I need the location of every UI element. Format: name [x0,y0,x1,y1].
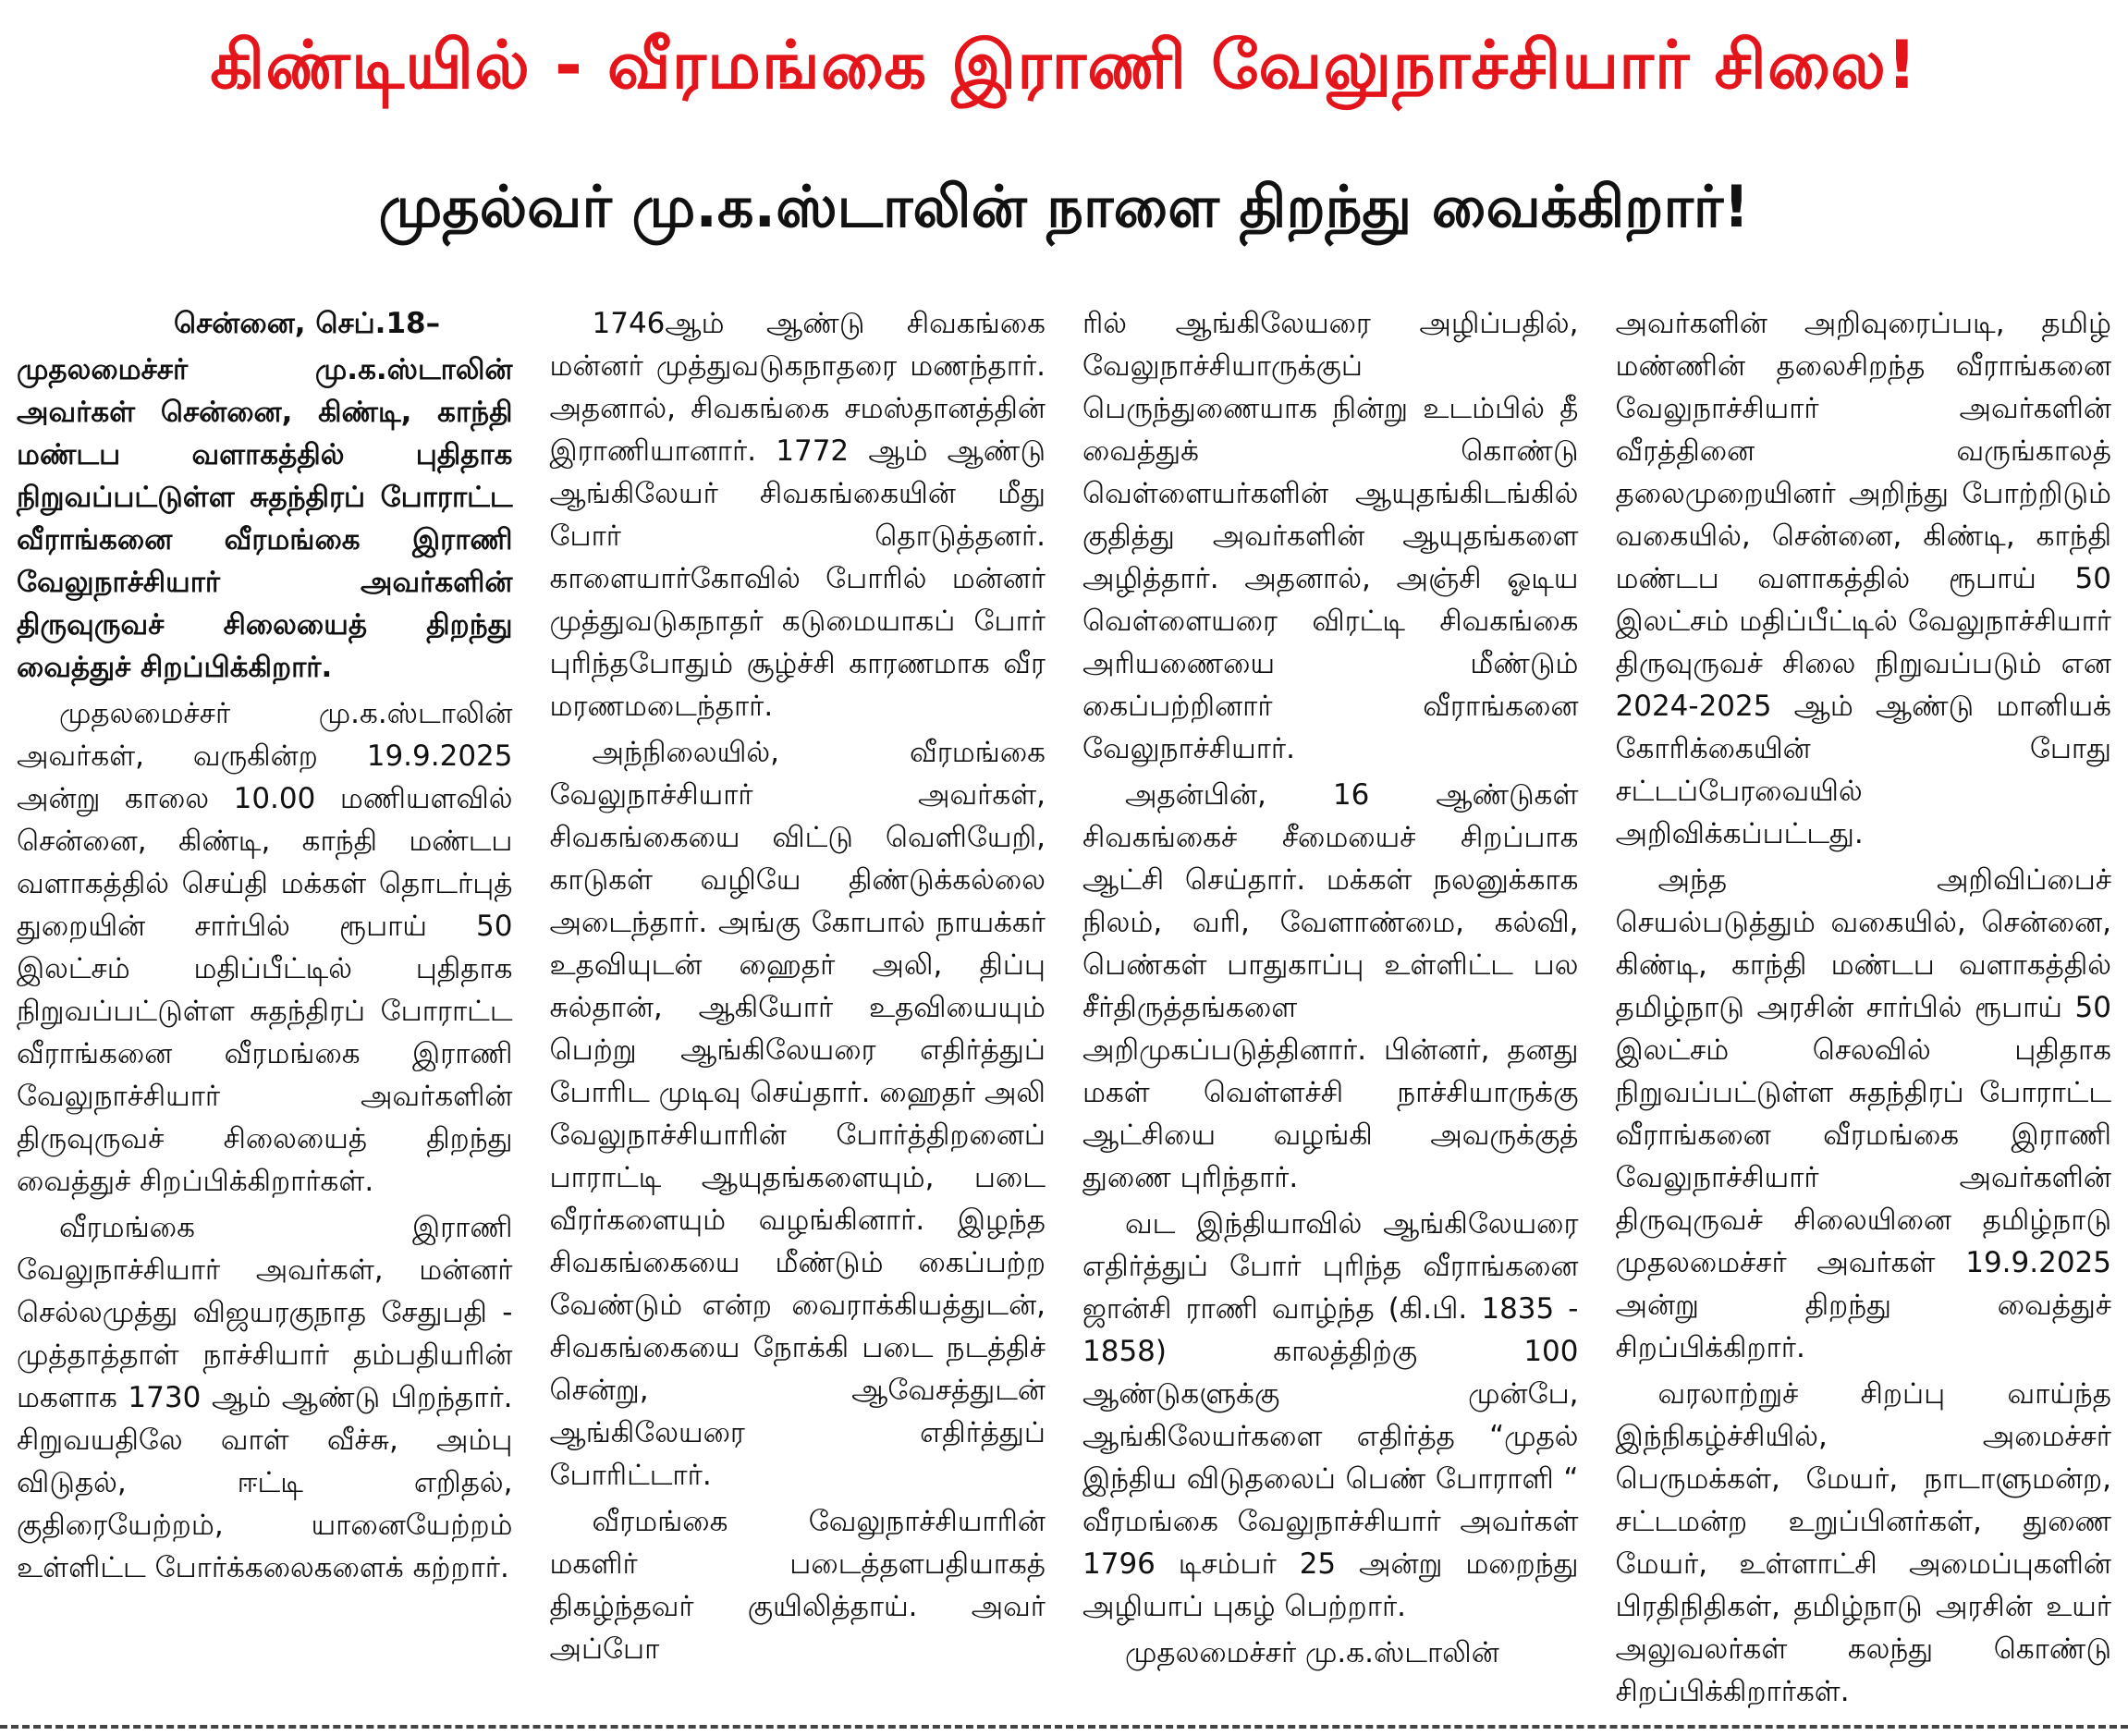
column-3 [1082,302,1579,1682]
column-1 [17,302,513,1682]
paragraph: வீரமங்கை இராணி வேலுநாச்சியார் அவர்கள், மன்னர் செல்லமுத்து விஜயரகுநாத சேதுபதி - முத்தாத்தாள் நாச்சியார் தம்பதியரின் மகளாக 1730 ஆம் ஆண்டு பிறந்தார். சிறுவயதிலே வாள் வீச்சு, அம்பு விடுதல், ஈட்டி எறிதல், குதிரையேற்றம், யானையேற்றம் உள்ளிட்ட போர்க்கலைகளைக் கற்றார். [17,1211,513,1584]
paragraph: அதன்பின், 16 ஆண்டுகள் சிவகங்கைச் சீமையைச் சிறப்பாக ஆட்சி செய்தார். மக்கள் நலனுக்காக நிலம், வரி, வேளாண்மை, கல்வி, பெண்கள் பாதுகாப்பு உள்ளிட்ட பல சீர்திருத்தங்களை அறிமுகப்படுத்தினார். பின்னர், தனது மகள் வெள்ளச்சி நாச்சியாருக்கு ஆட்சியை வழங்கி அவருக்குத் துணை புரிந்தார். [1082,778,1579,1194]
paragraph: அந்த அறிவிப்பைச் செயல்படுத்தும் வகையில், சென்னை, கிண்டி, காந்தி மண்டப வளாகத்தில் தமிழ்நாடு அரசின் சார்பில் ரூபாய் 50 இலட்சம் செலவில் புதிதாக நிறுவப்பட்டுள்ள சுதந்திரப் போராட்ட வீராங்கனை வீரமங்கை இராணி வேலுநாச்சியார் அவர்களின் திருவுருவச் சிலையினை தமிழ்நாடு முதலமைச்சர் அவர்கள் 19.9.2025 அன்று திறந்து வைத்துச் சிறப்பிக்கிறார். [1615,863,2111,1364]
paragraph: அவர்களின் அறிவுரைப்படி, தமிழ் மண்ணின் தலைசிறந்த வீராங்கனை வேலுநாச்சியார் அவர்களின் வீரத்தினை வருங்காலத் தலைமுறையினர் அறிந்து போற்றிடும் வகையில், சென்னை, கிண்டி, காந்தி மண்டப வளாகத்தில் ரூபாய் 50 இலட்சம் மதிப்பீட்டில் வேலுநாச்சியார் திருவுருவச் சிலை நிறுவப்படும் என 2024-2025 ஆம் ஆண்டு மானியக் கோரிக்கையின் போது சட்டப்பேரவையில் அறிவிக்கப்பட்டது. [1615,307,2111,850]
dashed-divider [0,1725,2128,1729]
paragraph: முதலமைச்சர் மு.க.ஸ்டாலின் [1125,1636,1499,1669]
paragraph: ரில் ஆங்கிலேயரை அழிப்பதில், வேலுநாச்சியாருக்குப் பெருந்துணையாக நின்று உடம்பில் தீ வைத்துக் கொண்டு வெள்ளையர்களின் ஆயுதங்கிடங்கில் குதித்து அவர்களின் ஆயுதங்களை அழித்தார். அதனால், அஞ்சி ஓடிய வெள்ளையரை விரட்டி சிவகங்கை அரியணையை மீண்டும் கைப்பற்றினார் வீராங்கனை வேலுநாச்சியார். [1082,307,1579,765]
subheadline: முதல்வர் மு.க.ஸ்டாலின் நாளை திறந்து வைக்கிறார்! [378,172,1750,240]
paragraph: வரலாற்றுச் சிறப்பு வாய்ந்த இந்நிகழ்ச்சியில், அமைச்சர் பெருமக்கள், மேயர், நாடாளுமன்ற, சட்டமன்ற உறுப்பினர்கள், துணை மேயர், உள்ளாட்சி அமைப்புகளின் பிரதிநிதிகள், தமிழ்நாடு அரசின் உயர் அலுவலர்கள் கலந்து கொண்டு சிறப்பிக்கிறார்கள். [1615,1377,2111,1708]
article-columns [17,282,2111,1708]
headline: கிண்டியில் - வீரமங்கை இராணி வேலுநாச்சியார் சிலை! [210,26,1918,104]
paragraph: 1746ஆம் ஆண்டு சிவகங்கை மன்னர் முத்துவடுகநாதரை மணந்தார். அதனால், சிவகங்கை சமஸ்தானத்தின் இராணியானார். 1772 ஆம் ஆண்டு ஆங்கிலேயர் சிவகங்கையின் மீது போர் தொடுத்தனர். காளையார்கோவில் போரில் மன்னர் முத்துவடுகநாதர் கடுமையாகப் போர் புரிந்தபோதும் சூழ்ச்சி காரணமாக வீர மரணமடைந்தார். [549,307,1046,723]
paragraph: அந்நிலையில், வீரமங்கை வேலுநாச்சியார் அவர்கள், சிவகங்கையை விட்டு வெளியேறி, காடுகள் வழியே திண்டுக்கல்லை அடைந்தார். அங்கு கோபால் நாயக்கர் உதவியுடன் ஹைதர் அலி, திப்பு சுல்தான், ஆகியோர் உதவியையும் பெற்று ஆங்கிலேயரை எதிர்த்துப் போரிட முடிவு செய்தார். ஹைதர் அலி வேலுநாச்சியாரின் போர்த்திறனைப் பாராட்டி ஆயுதங்களையும், படை வீரர்களையும் வழங்கினார். இழந்த சிவகங்கையை மீண்டும் கைப்பற்ற வேண்டும் என்ற வைராக்கியத்துடன், சிவகங்கையை நோக்கி படை நடத்திச் சென்று, ஆவேசத்துடன் ஆங்கிலேயரை எதிர்த்துப் போரிட்டார். [549,736,1046,1492]
paragraph: வட இந்தியாவில் ஆங்கிலேயரை எதிர்த்துப் போர் புரிந்த வீராங்கனை ஜான்சி ராணி வாழ்ந்த (கி.பி. 1835 - 1858) காலத்திற்கு 100 ஆண்டுகளுக்கு முன்பே, ஆங்கிலேயர்களை எதிர்த்த “முதல் இந்திய விடுதலைப் பெண் போராளி “ வீரமங்கை வேலுநாச்சியார் அவர்கள் 1796 டிசம்பர் 25 அன்று மறைந்து அழியாப் புகழ் பெற்றார். [1082,1207,1579,1623]
dateline: சென்னை, செப்.18– [174,307,441,340]
paragraph: வீரமங்கை வேலுநாச்சியாரின் மகளிர் படைத்தளபதியாகத் திகழ்ந்தவர் குயிலித்தாய். அவர் அப்போ [549,1505,1046,1666]
column-2 [550,302,1046,1682]
paragraph: முதலமைச்சர் மு.க.ஸ்டாலின் அவர்கள், வருகின்ற 19.9.2025 அன்று காலை 10.00 மணியளவில் சென்னை, கிண்டி, காந்தி மண்டப வளாகத்தில் செய்தி மக்கள் தொடர்புத் துறையின் சார்பில் ரூபாய் 50 இலட்சம் மதிப்பீட்டில் புதிதாக நிறுவப்பட்டுள்ள சுதந்திரப் போராட்ட வீராங்கனை வீரமங்கை இராணி வேலுநாச்சியார் அவர்களின் திருவுருவச் சிலையைத் திறந்து வைத்துச் சிறப்பிக்கிறார்கள். [17,697,513,1198]
column-4 [1615,302,2112,1708]
lead-paragraph: முதலமைச்சர் மு.க.ஸ்டாலின் அவர்கள் சென்னை, கிண்டி, காந்தி மண்டப வளாகத்தில் புதிதாக நிறுவப்பட்டுள்ள சுதந்திரப் போராட்ட வீராங்கனை வீரமங்கை இராணி வேலுநாச்சியார் அவர்களின் திருவுருவச் சிலையைத் திறந்து வைத்துச் சிறப்பிக்கிறார். [17,353,513,684]
